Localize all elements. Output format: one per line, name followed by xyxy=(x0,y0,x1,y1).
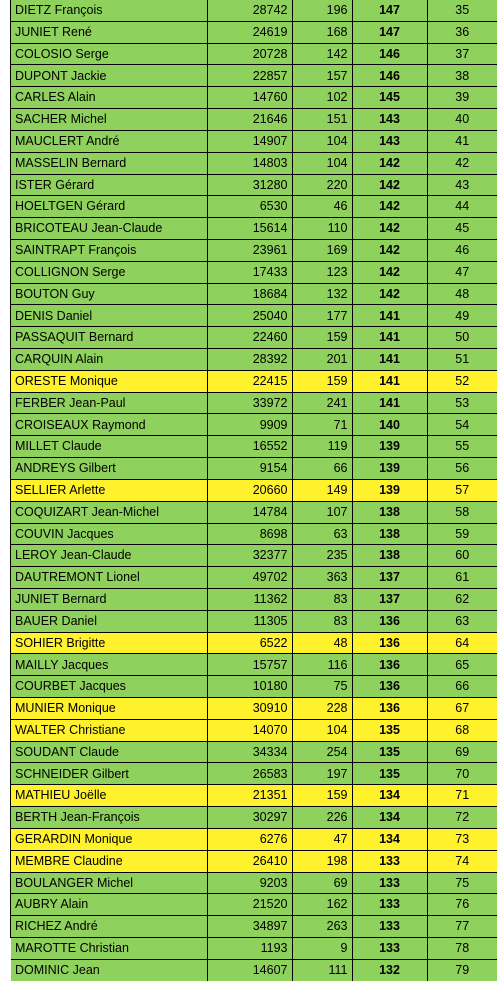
total-pins-cell: 31280 xyxy=(207,174,292,196)
ranking-table-body xyxy=(11,0,497,981)
rank-cell: 79 xyxy=(427,959,497,980)
average-cell: 140 xyxy=(352,414,427,436)
games-count-cell: 63 xyxy=(292,523,352,545)
table-row xyxy=(11,109,497,131)
average-cell: 136 xyxy=(352,632,427,654)
games-count-cell: 220 xyxy=(292,174,352,196)
rank-cell: 70 xyxy=(427,763,497,785)
total-pins-cell: 14784 xyxy=(207,501,292,523)
player-name-cell: MEMBRE Claudine xyxy=(11,850,207,872)
games-count-cell: 48 xyxy=(292,632,352,654)
rank-cell: 46 xyxy=(427,239,497,261)
games-count-cell: 123 xyxy=(292,261,352,283)
rank-cell: 44 xyxy=(427,196,497,218)
average-cell: 136 xyxy=(352,676,427,698)
total-pins-cell: 14907 xyxy=(207,130,292,152)
player-name-cell: DUPONT Jackie xyxy=(11,65,207,87)
total-pins-cell: 22460 xyxy=(207,327,292,349)
table-row xyxy=(11,349,497,371)
player-name-cell: MAROTTE Christian xyxy=(11,937,207,959)
player-name-cell: MAILLY Jacques xyxy=(11,654,207,676)
player-name-cell: HOELTGEN Gérard xyxy=(11,196,207,218)
player-name-cell: MAUCLERT André xyxy=(11,130,207,152)
rank-cell: 64 xyxy=(427,632,497,654)
total-pins-cell: 33972 xyxy=(207,392,292,414)
average-cell: 139 xyxy=(352,436,427,458)
table-row xyxy=(11,654,497,676)
rank-cell: 48 xyxy=(427,283,497,305)
player-name-cell: RICHEZ André xyxy=(11,916,207,938)
player-name-cell: ORESTE Monique xyxy=(11,370,207,392)
games-count-cell: 47 xyxy=(292,828,352,850)
games-count-cell: 102 xyxy=(292,87,352,109)
rank-cell: 47 xyxy=(427,261,497,283)
player-name-cell: COURBET Jacques xyxy=(11,676,207,698)
table-row xyxy=(11,523,497,545)
games-count-cell: 107 xyxy=(292,501,352,523)
total-pins-cell: 26410 xyxy=(207,850,292,872)
table-row xyxy=(11,850,497,872)
table-row xyxy=(11,370,497,392)
table-row xyxy=(11,719,497,741)
total-pins-cell: 8698 xyxy=(207,523,292,545)
player-name-cell: AUBRY Alain xyxy=(11,894,207,916)
rank-cell: 73 xyxy=(427,828,497,850)
table-row xyxy=(11,327,497,349)
player-name-cell: CARQUIN Alain xyxy=(11,349,207,371)
player-name-cell: DIETZ François xyxy=(11,0,207,21)
rank-cell: 77 xyxy=(427,916,497,938)
rank-cell: 53 xyxy=(427,392,497,414)
total-pins-cell: 34334 xyxy=(207,741,292,763)
average-cell: 136 xyxy=(352,698,427,720)
games-count-cell: 142 xyxy=(292,43,352,65)
average-cell: 133 xyxy=(352,937,427,959)
total-pins-cell: 6530 xyxy=(207,196,292,218)
total-pins-cell: 14607 xyxy=(207,959,292,980)
player-name-cell: MASSELIN Bernard xyxy=(11,152,207,174)
player-name-cell: SOUDANT Claude xyxy=(11,741,207,763)
player-name-cell: ANDREYS Gilbert xyxy=(11,458,207,480)
player-name-cell: WALTER Christiane xyxy=(11,719,207,741)
rank-cell: 72 xyxy=(427,807,497,829)
player-name-cell: MUNIER Monique xyxy=(11,698,207,720)
total-pins-cell: 9203 xyxy=(207,872,292,894)
total-pins-cell: 14803 xyxy=(207,152,292,174)
games-count-cell: 198 xyxy=(292,850,352,872)
average-cell: 133 xyxy=(352,850,427,872)
games-count-cell: 46 xyxy=(292,196,352,218)
rank-cell: 69 xyxy=(427,741,497,763)
rank-cell: 39 xyxy=(427,87,497,109)
rank-cell: 51 xyxy=(427,349,497,371)
total-pins-cell: 21351 xyxy=(207,785,292,807)
total-pins-cell: 6276 xyxy=(207,828,292,850)
player-name-cell: DAUTREMONT Lionel xyxy=(11,567,207,589)
table-row xyxy=(11,872,497,894)
rank-cell: 56 xyxy=(427,458,497,480)
average-cell: 143 xyxy=(352,109,427,131)
player-name-cell: BRICOTEAU Jean-Claude xyxy=(11,218,207,240)
total-pins-cell: 9154 xyxy=(207,458,292,480)
average-cell: 142 xyxy=(352,218,427,240)
rank-cell: 71 xyxy=(427,785,497,807)
total-pins-cell: 21520 xyxy=(207,894,292,916)
table-row xyxy=(11,785,497,807)
games-count-cell: 177 xyxy=(292,305,352,327)
table-row xyxy=(11,545,497,567)
rank-cell: 65 xyxy=(427,654,497,676)
rank-cell: 36 xyxy=(427,21,497,43)
games-count-cell: 159 xyxy=(292,327,352,349)
rank-cell: 59 xyxy=(427,523,497,545)
player-name-cell: MATHIEU Joëlle xyxy=(11,785,207,807)
rank-cell: 67 xyxy=(427,698,497,720)
table-row xyxy=(11,436,497,458)
rank-cell: 49 xyxy=(427,305,497,327)
games-count-cell: 66 xyxy=(292,458,352,480)
total-pins-cell: 15614 xyxy=(207,218,292,240)
average-cell: 134 xyxy=(352,807,427,829)
average-cell: 135 xyxy=(352,763,427,785)
total-pins-cell: 6522 xyxy=(207,632,292,654)
table-row xyxy=(11,87,497,109)
games-count-cell: 159 xyxy=(292,785,352,807)
games-count-cell: 149 xyxy=(292,479,352,501)
total-pins-cell: 22857 xyxy=(207,65,292,87)
table-row xyxy=(11,21,497,43)
average-cell: 142 xyxy=(352,152,427,174)
average-cell: 139 xyxy=(352,458,427,480)
table-row xyxy=(11,152,497,174)
games-count-cell: 201 xyxy=(292,349,352,371)
average-cell: 147 xyxy=(352,21,427,43)
total-pins-cell: 34897 xyxy=(207,916,292,938)
player-name-cell: MILLET Claude xyxy=(11,436,207,458)
total-pins-cell: 26583 xyxy=(207,763,292,785)
average-cell: 141 xyxy=(352,370,427,392)
player-name-cell: DENIS Daniel xyxy=(11,305,207,327)
rank-cell: 38 xyxy=(427,65,497,87)
rank-cell: 52 xyxy=(427,370,497,392)
average-cell: 139 xyxy=(352,479,427,501)
total-pins-cell: 22415 xyxy=(207,370,292,392)
rank-cell: 54 xyxy=(427,414,497,436)
rank-cell: 75 xyxy=(427,872,497,894)
total-pins-cell: 9909 xyxy=(207,414,292,436)
table-row xyxy=(11,414,497,436)
average-cell: 134 xyxy=(352,828,427,850)
average-cell: 142 xyxy=(352,174,427,196)
total-pins-cell: 14760 xyxy=(207,87,292,109)
total-pins-cell: 28392 xyxy=(207,349,292,371)
table-row xyxy=(11,916,497,938)
rank-cell: 66 xyxy=(427,676,497,698)
average-cell: 146 xyxy=(352,65,427,87)
games-count-cell: 254 xyxy=(292,741,352,763)
rank-cell: 40 xyxy=(427,109,497,131)
table-row xyxy=(11,305,497,327)
table-row xyxy=(11,261,497,283)
rank-cell: 45 xyxy=(427,218,497,240)
table-row xyxy=(11,65,497,87)
average-cell: 141 xyxy=(352,327,427,349)
player-name-cell: JUNIET Bernard xyxy=(11,588,207,610)
rank-cell: 43 xyxy=(427,174,497,196)
games-count-cell: 110 xyxy=(292,218,352,240)
games-count-cell: 104 xyxy=(292,152,352,174)
games-count-cell: 111 xyxy=(292,959,352,980)
player-name-cell: SELLIER Arlette xyxy=(11,479,207,501)
player-name-cell: FERBER Jean-Paul xyxy=(11,392,207,414)
player-name-cell: JUNIET René xyxy=(11,21,207,43)
games-count-cell: 151 xyxy=(292,109,352,131)
rank-cell: 57 xyxy=(427,479,497,501)
total-pins-cell: 21646 xyxy=(207,109,292,131)
rank-cell: 37 xyxy=(427,43,497,65)
table-row xyxy=(11,43,497,65)
total-pins-cell: 30297 xyxy=(207,807,292,829)
table-row xyxy=(11,130,497,152)
table-row xyxy=(11,828,497,850)
games-count-cell: 119 xyxy=(292,436,352,458)
player-name-cell: BERTH Jean-François xyxy=(11,807,207,829)
rank-cell: 61 xyxy=(427,567,497,589)
total-pins-cell: 23961 xyxy=(207,239,292,261)
table-row xyxy=(11,196,497,218)
games-count-cell: 162 xyxy=(292,894,352,916)
games-count-cell: 71 xyxy=(292,414,352,436)
table-row xyxy=(11,959,497,980)
average-cell: 146 xyxy=(352,43,427,65)
total-pins-cell: 49702 xyxy=(207,567,292,589)
player-name-cell: BOUTON Guy xyxy=(11,283,207,305)
total-pins-cell: 20660 xyxy=(207,479,292,501)
table-row xyxy=(11,218,497,240)
average-cell: 133 xyxy=(352,894,427,916)
average-cell: 133 xyxy=(352,872,427,894)
total-pins-cell: 32377 xyxy=(207,545,292,567)
games-count-cell: 157 xyxy=(292,65,352,87)
games-count-cell: 263 xyxy=(292,916,352,938)
average-cell: 142 xyxy=(352,239,427,261)
average-cell: 136 xyxy=(352,654,427,676)
average-cell: 132 xyxy=(352,959,427,980)
player-name-cell: PASSAQUIT Bernard xyxy=(11,327,207,349)
table-row xyxy=(11,676,497,698)
games-count-cell: 159 xyxy=(292,370,352,392)
total-pins-cell: 11305 xyxy=(207,610,292,632)
table-row xyxy=(11,283,497,305)
average-cell: 141 xyxy=(352,392,427,414)
player-name-cell: COLLIGNON Serge xyxy=(11,261,207,283)
player-name-cell: COUVIN Jacques xyxy=(11,523,207,545)
rank-cell: 60 xyxy=(427,545,497,567)
player-name-cell: DOMINIC Jean xyxy=(11,959,207,980)
rank-cell: 74 xyxy=(427,850,497,872)
games-count-cell: 196 xyxy=(292,0,352,21)
player-name-cell: CROISEAUX Raymond xyxy=(11,414,207,436)
rank-cell: 58 xyxy=(427,501,497,523)
rank-cell: 76 xyxy=(427,894,497,916)
total-pins-cell: 25040 xyxy=(207,305,292,327)
average-cell: 138 xyxy=(352,545,427,567)
table-row xyxy=(11,741,497,763)
games-count-cell: 226 xyxy=(292,807,352,829)
table-row xyxy=(11,392,497,414)
table-row xyxy=(11,894,497,916)
table-row xyxy=(11,501,497,523)
player-name-cell: BOULANGER Michel xyxy=(11,872,207,894)
games-count-cell: 363 xyxy=(292,567,352,589)
rank-cell: 63 xyxy=(427,610,497,632)
average-cell: 137 xyxy=(352,588,427,610)
average-cell: 134 xyxy=(352,785,427,807)
rank-cell: 78 xyxy=(427,937,497,959)
rank-cell: 62 xyxy=(427,588,497,610)
table-row xyxy=(11,807,497,829)
total-pins-cell: 10180 xyxy=(207,676,292,698)
total-pins-cell: 18684 xyxy=(207,283,292,305)
total-pins-cell: 28742 xyxy=(207,0,292,21)
games-count-cell: 169 xyxy=(292,239,352,261)
rank-cell: 35 xyxy=(427,0,497,21)
total-pins-cell: 14070 xyxy=(207,719,292,741)
table-row xyxy=(11,567,497,589)
table-row xyxy=(11,174,497,196)
total-pins-cell: 15757 xyxy=(207,654,292,676)
player-name-cell: SACHER Michel xyxy=(11,109,207,131)
table-row xyxy=(11,239,497,261)
table-row xyxy=(11,632,497,654)
average-cell: 138 xyxy=(352,523,427,545)
total-pins-cell: 17433 xyxy=(207,261,292,283)
games-count-cell: 116 xyxy=(292,654,352,676)
average-cell: 136 xyxy=(352,610,427,632)
total-pins-cell: 16552 xyxy=(207,436,292,458)
average-cell: 135 xyxy=(352,741,427,763)
average-cell: 142 xyxy=(352,196,427,218)
player-name-cell: SAINTRAPT François xyxy=(11,239,207,261)
table-row xyxy=(11,458,497,480)
player-name-cell: COQUIZART Jean-Michel xyxy=(11,501,207,523)
games-count-cell: 168 xyxy=(292,21,352,43)
player-name-cell: CARLES Alain xyxy=(11,87,207,109)
player-name-cell: GERARDIN Monique xyxy=(11,828,207,850)
ranking-table-container xyxy=(10,0,496,977)
games-count-cell: 104 xyxy=(292,719,352,741)
total-pins-cell: 11362 xyxy=(207,588,292,610)
total-pins-cell: 1193 xyxy=(207,937,292,959)
average-cell: 142 xyxy=(352,283,427,305)
average-cell: 147 xyxy=(352,0,427,21)
table-row xyxy=(11,0,497,21)
rank-cell: 41 xyxy=(427,130,497,152)
average-cell: 133 xyxy=(352,916,427,938)
rank-cell: 50 xyxy=(427,327,497,349)
player-name-cell: LEROY Jean-Claude xyxy=(11,545,207,567)
average-cell: 143 xyxy=(352,130,427,152)
rank-cell: 42 xyxy=(427,152,497,174)
rank-cell: 68 xyxy=(427,719,497,741)
games-count-cell: 104 xyxy=(292,130,352,152)
average-cell: 142 xyxy=(352,261,427,283)
average-cell: 141 xyxy=(352,305,427,327)
total-pins-cell: 20728 xyxy=(207,43,292,65)
average-cell: 135 xyxy=(352,719,427,741)
average-cell: 141 xyxy=(352,349,427,371)
table-row xyxy=(11,479,497,501)
player-name-cell: ISTER Gérard xyxy=(11,174,207,196)
games-count-cell: 83 xyxy=(292,588,352,610)
player-name-cell: COLOSIO Serge xyxy=(11,43,207,65)
player-name-cell: BAUER Daniel xyxy=(11,610,207,632)
games-count-cell: 241 xyxy=(292,392,352,414)
total-pins-cell: 24619 xyxy=(207,21,292,43)
table-row xyxy=(11,698,497,720)
player-name-cell: SCHNEIDER Gilbert xyxy=(11,763,207,785)
ranking-table xyxy=(11,0,497,981)
games-count-cell: 235 xyxy=(292,545,352,567)
table-row xyxy=(11,763,497,785)
table-row xyxy=(11,610,497,632)
games-count-cell: 228 xyxy=(292,698,352,720)
rank-cell: 55 xyxy=(427,436,497,458)
total-pins-cell: 30910 xyxy=(207,698,292,720)
games-count-cell: 69 xyxy=(292,872,352,894)
average-cell: 137 xyxy=(352,567,427,589)
games-count-cell: 83 xyxy=(292,610,352,632)
average-cell: 145 xyxy=(352,87,427,109)
games-count-cell: 9 xyxy=(292,937,352,959)
games-count-cell: 132 xyxy=(292,283,352,305)
average-cell: 138 xyxy=(352,501,427,523)
table-row xyxy=(11,588,497,610)
player-name-cell: SOHIER Brigitte xyxy=(11,632,207,654)
games-count-cell: 75 xyxy=(292,676,352,698)
games-count-cell: 197 xyxy=(292,763,352,785)
